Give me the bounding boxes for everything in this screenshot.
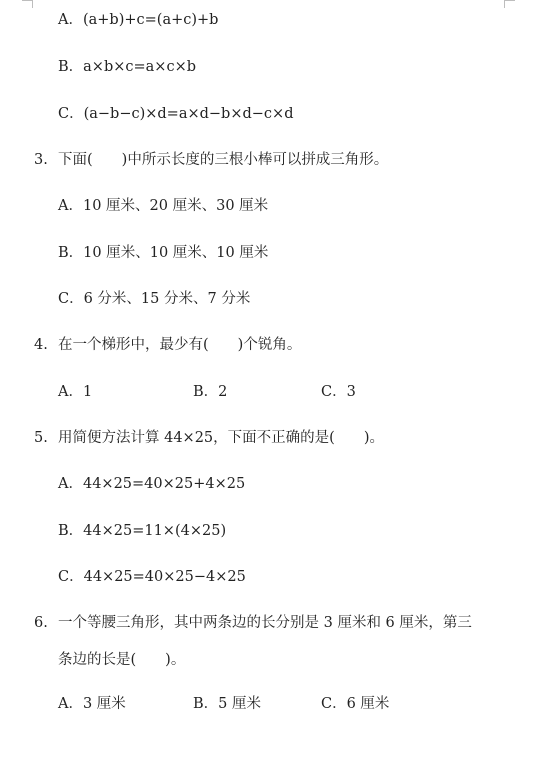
- q5-text: 用简便方法计算 44×25，下面不正确的是( )。: [58, 430, 384, 446]
- q6-text-line-2: 条边的长是( )。: [58, 652, 186, 668]
- q2-option-c: C．(a−b−c)×d=a×d−b×d−c×d: [58, 106, 294, 122]
- q4-option-b: B．2: [193, 384, 228, 400]
- q6-number: 6.: [34, 615, 48, 631]
- q5-option-c: C．44×25=40×25−4×25: [58, 569, 246, 585]
- q2-option-b: B．a×b×c=a×c×b: [58, 59, 196, 75]
- q3-option-c: C．6 分米、15 分米、7 分米: [58, 291, 251, 307]
- q4-option-a: A．1: [58, 384, 93, 400]
- q4-text: 在一个梯形中，最少有( )个锐角。: [58, 337, 302, 353]
- q6-option-b: B．5 厘米: [193, 696, 261, 712]
- q4-option-c: C．3: [321, 384, 356, 400]
- crop-mark-left-vertical: [32, 0, 33, 8]
- q5-number: 5.: [34, 430, 48, 446]
- crop-mark-left: [22, 0, 32, 1]
- crop-mark-right-vertical: [504, 0, 505, 8]
- crop-mark-right: [505, 0, 515, 1]
- q5-option-b: B．44×25=11×(4×25): [58, 523, 227, 539]
- q5-option-a: A．44×25=40×25+4×25: [58, 476, 246, 492]
- q6-text-line-1: 一个等腰三角形，其中两条边的长分别是 3 厘米和 6 厘米，第三: [58, 615, 472, 631]
- q4-number: 4.: [34, 337, 48, 353]
- q3-option-a: A．10 厘米、20 厘米、30 厘米: [58, 198, 269, 214]
- q3-number: 3.: [34, 152, 48, 168]
- q6-option-a: A．3 厘米: [58, 696, 126, 712]
- q2-option-a: A．(a+b)+c=(a+c)+b: [58, 12, 219, 28]
- q6-option-c: C．6 厘米: [321, 696, 390, 712]
- q3-text: 下面( )中所示长度的三根小棒可以拼成三角形。: [58, 152, 389, 168]
- q3-option-b: B．10 厘米、10 厘米、10 厘米: [58, 245, 269, 261]
